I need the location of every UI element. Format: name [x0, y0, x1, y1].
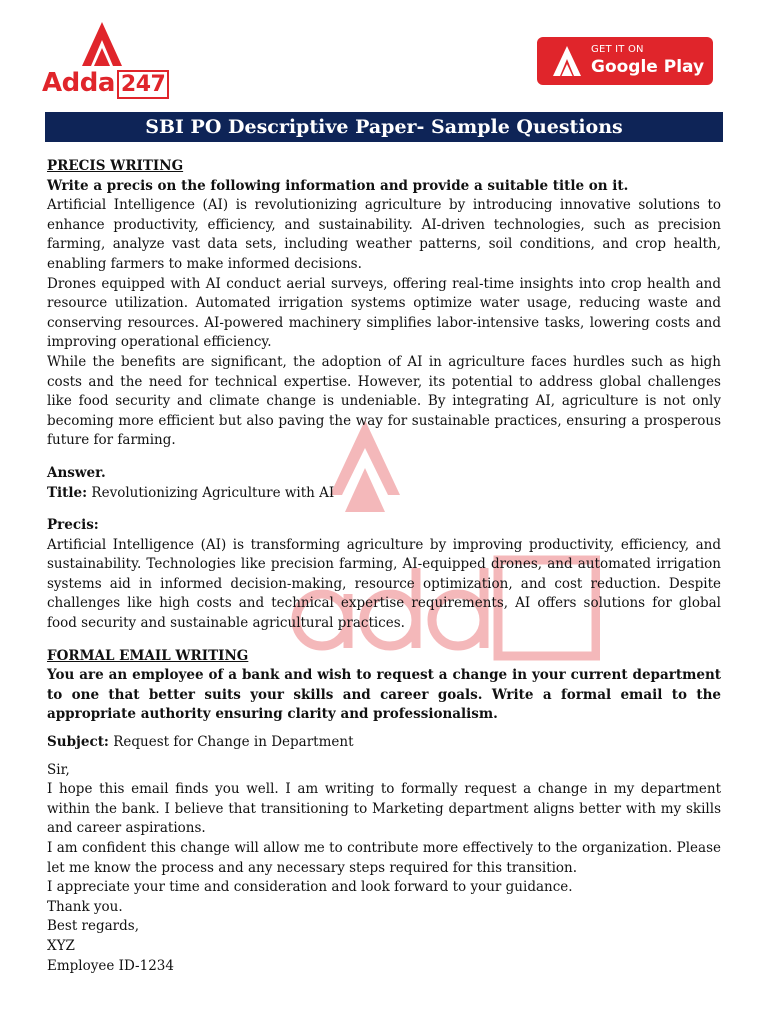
precis-paragraph-2: Drones equipped with AI conduct aerial surveys, offering real-time insights into crop health and resource utilization. Automated irrigation systems optimize water usage, reducing waste and conserving resources. AI-powered machinery simplifies labor-intensive tasks, lowering costs and improving operational efficiency.: [47, 275, 721, 351]
adda247-logo[interactable]: [42, 22, 167, 98]
precis-label: Precis:: [47, 517, 99, 534]
email-thanks: Thank you.: [47, 898, 123, 915]
email-paragraph-3: I appreciate your time and consideration and look forward to your guidance.: [47, 879, 573, 896]
document-body: [47, 157, 721, 976]
email-sender-name: XYZ: [47, 937, 75, 954]
logo-text: Adda 247: [42, 68, 169, 98]
title-value: Revolutionizing Agriculture with AI: [91, 484, 335, 501]
adda-triangle-icon: [553, 46, 581, 76]
subject-value: Request for Change in Department: [113, 734, 354, 751]
email-heading: FORMAL EMAIL WRITING: [47, 647, 249, 664]
email-salutation: Sir,: [47, 761, 70, 778]
email-regards: Best regards,: [47, 918, 140, 935]
email-instruction: You are an employee of a bank and wish to request a change in your current department to one that better suits your skills and career goals. Write a formal email to the appropriate authority ensuring clarity and professionalism.: [47, 667, 721, 723]
precis-heading: PRECIS WRITING: [47, 158, 184, 174]
email-employee-id: Employee ID-1234: [47, 957, 174, 974]
google-play-button[interactable]: [537, 37, 713, 85]
adda247-logo-icon: [82, 22, 122, 66]
title-line: [47, 484, 721, 504]
page-title-banner: SBI PO Descriptive Paper- Sample Questions: [45, 112, 723, 142]
google-play-line2: Google Play: [591, 57, 705, 77]
google-play-line1: GET IT ON: [591, 44, 644, 55]
subject-line: [47, 733, 721, 753]
precis-paragraph-3: While the benefits are significant, the adoption of AI in agriculture faces hurdles such as high costs and the need for technical expertise. However, its potential to address global challenges like food security and climate change is undeniable. By integrating AI, agriculture is not only becoming more efficient but also paving the way for sustainable practices, ensuring a prosperous future for farming.: [47, 353, 721, 449]
answer-label: Answer.: [47, 464, 106, 481]
precis-instruction: Write a precis on the following information and provide a suitable title on it.: [47, 177, 629, 194]
title-label: Title:: [47, 484, 88, 501]
precis-paragraph-1: Artificial Intelligence (AI) is revolutionizing agriculture by introducing innovative solutions to enhance productivity, efficiency, and sustainability. AI-driven technologies, such as precision farming, analyze vast data sets, including weather patterns, soil conditions, and crop health, enabling farmers to make informed decisions.: [47, 197, 721, 272]
subject-label: Subject:: [47, 734, 109, 751]
email-paragraph-1: I hope this email finds you well. I am writing to formally request a change in my department within the bank. I believe that transitioning to Marketing department aligns better with my skills and career aspirations.: [47, 781, 721, 837]
email-paragraph-2: I am confident this change will allow me to contribute more effectively to the organization. Please let me know the process and any necessary steps required for this transition.: [47, 840, 721, 876]
precis-answer-text: Artificial Intelligence (AI) is transforming agriculture by improving productivity, efficiency, and sustainability. Technologies like precision farming, AI-equipped drones, and automated irrigation systems aid in informed decision-making, resource optimization, and cost reduction. Despite challenges like high costs and technical expertise requirements, AI offers solutions for global food security and sustainable agricultural practices.: [47, 536, 721, 632]
